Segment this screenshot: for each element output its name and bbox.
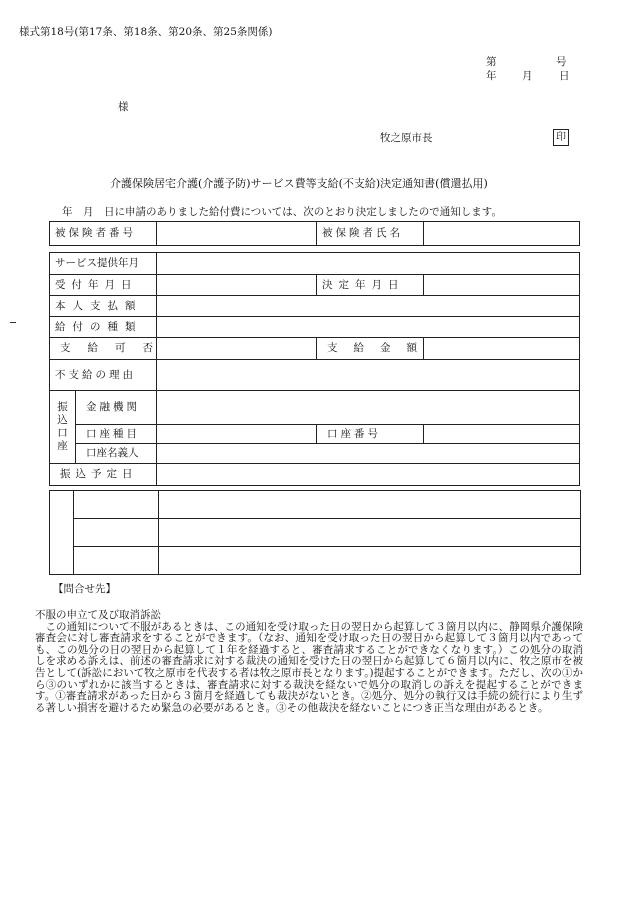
account-holder-field[interactable] [157, 444, 580, 464]
contact-heading: 【問合せ先】 [53, 583, 116, 595]
addressee-suffix: 様 [118, 101, 129, 113]
document-title: 介護保険居宅介護(介護予防)サービス費等支給(不支給)決定通知書(償還払用) [110, 177, 488, 190]
margin-mark [10, 322, 16, 323]
contact-value-cell-2[interactable] [159, 519, 581, 547]
decision-date-field[interactable] [424, 275, 580, 296]
service-month-field[interactable] [157, 253, 580, 275]
self-payment-row [50, 296, 580, 317]
appeal-heading: 不服の申立て及び取消訴訟 [35, 609, 161, 621]
insured-number-field[interactable] [157, 222, 317, 246]
contact-label-cell-1[interactable] [74, 491, 159, 519]
rejection-reason-field[interactable] [157, 360, 580, 391]
approval-field[interactable] [157, 338, 317, 360]
account-holder-row [50, 444, 580, 464]
form-number-header: 様式第18号(第17条、第18条、第20条、第25条関係) [19, 26, 273, 38]
bank-row [50, 391, 580, 425]
issuer-name: 牧之原市長 [380, 132, 433, 144]
approval-label: 支給可否 [50, 338, 157, 360]
appeal-notice [35, 610, 583, 714]
contact-label-cell-2[interactable] [74, 519, 159, 547]
decision-date-label: 決定年月日 [317, 275, 424, 296]
contact-table [49, 490, 581, 575]
transfer-date-label: 振込予定日 [50, 464, 157, 486]
insured-name-label: 被保険者氏名 [317, 222, 424, 246]
bank-field[interactable] [157, 391, 580, 425]
service-month-row [50, 253, 580, 275]
contact-side-cell [50, 491, 74, 575]
account-type-field[interactable] [157, 425, 317, 444]
contact-row-3 [50, 547, 581, 575]
seal-mark: 印 [553, 129, 569, 146]
account-row [50, 425, 580, 444]
bank-label: 金融機関 [76, 391, 157, 425]
insured-table [49, 221, 580, 246]
account-number-label: 口座番号 [317, 425, 424, 444]
contact-row-1 [50, 491, 581, 519]
benefit-type-label: 給付の種類 [50, 317, 157, 338]
details-table [49, 252, 580, 486]
doc-number-suffix: 号 [556, 56, 567, 68]
doc-date-month: 月 [522, 70, 533, 82]
contact-value-cell-1[interactable] [159, 491, 581, 519]
amount-label: 支給金額 [317, 338, 424, 360]
approval-row [50, 338, 580, 360]
transfer-date-field[interactable] [157, 464, 580, 486]
dates-row [50, 275, 580, 296]
service-month-label: サービス提供年月 [50, 253, 157, 275]
insured-name-field[interactable] [424, 222, 580, 246]
insured-number-label: 被保険者番号 [50, 222, 157, 246]
transfer-date-row [50, 464, 580, 486]
benefit-type-field[interactable] [157, 317, 580, 338]
amount-field[interactable] [424, 338, 580, 360]
account-type-label: 口座種目 [76, 425, 157, 444]
account-holder-label: 口座名義人 [76, 444, 157, 464]
self-payment-field[interactable] [157, 296, 580, 317]
contact-label-cell-3[interactable] [74, 547, 159, 575]
received-date-field[interactable] [157, 275, 317, 296]
rejection-reason-label: 不支給の理由 [50, 360, 157, 391]
account-number-field[interactable] [424, 425, 580, 444]
appeal-body: この通知について不服があるときは、この通知を受け取った日の翌日から起算して３箇月以内に、静岡県介護保険審査会に対し審査請求をすることができます。（なお、通知を受け取った日の翌日から起算して３箇月以内であっても、この処分の日の翌日から起算して１年を経過すると、審査請求することができなくなります。）この処分の取消しを求める訴えは、前述の審査請求に対する裁決の通知を受けた日の翌日から起算して６箇月以内に、牧之原市を被告として(訴訟において牧之原市を代表する者は牧之原市長となります。)提起することができます。ただし、次の①から③のいずれかに該当するときは、審査請求に対する裁決を経ないで処分の取消しの訴えを提起することができます。①審査請求があった日から３箇月を経過しても裁決がないとき。②処分、処分の執行又は手続の続行により生ずる著しい損害を避けるため緊急の必要があるとき。③その他裁決を経ないことにつき正当な理由があるとき。 [35, 620, 583, 714]
rejection-reason-row [50, 360, 580, 391]
doc-date-day: 日 [559, 70, 570, 82]
transfer-account-label-text: 振込口座 [57, 401, 68, 452]
doc-number-prefix: 第 [486, 56, 497, 68]
transfer-account-label [50, 391, 76, 464]
insured-row [50, 222, 580, 246]
intro-sentence: 年 月 日に申請のありました給付費については、次のとおり決定しましたので通知します。 [62, 206, 502, 218]
self-payment-label: 本人支払額 [50, 296, 157, 317]
benefit-type-row [50, 317, 580, 338]
doc-date-year: 年 [486, 70, 497, 82]
contact-row-2 [50, 519, 581, 547]
contact-value-cell-3[interactable] [159, 547, 581, 575]
received-date-label: 受付年月日 [50, 275, 157, 296]
